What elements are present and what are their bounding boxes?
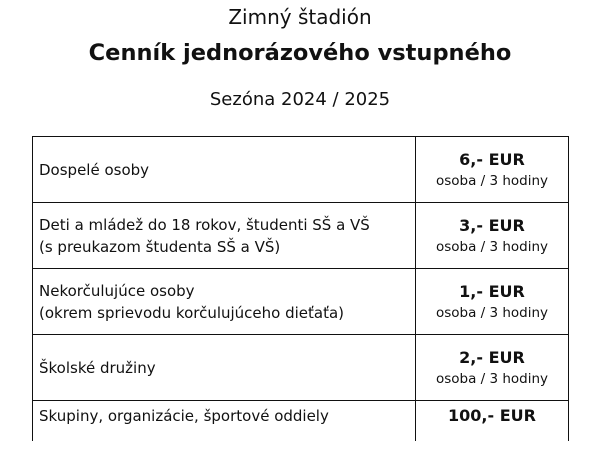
price-row-school-clubs bbox=[33, 335, 568, 401]
category-cell bbox=[33, 401, 416, 441]
category-label: Nekorčulujúce osoby bbox=[39, 281, 195, 300]
price-unit: osoba / 3 hodiny bbox=[435, 304, 549, 321]
price-cell bbox=[416, 335, 568, 400]
price-table bbox=[32, 136, 569, 441]
category-cell bbox=[33, 203, 416, 268]
venue-name: Zimný štadión bbox=[228, 5, 372, 29]
category-note: (s preukazom študenta SŠ a VŠ) bbox=[39, 237, 281, 256]
price-row-groups bbox=[33, 401, 568, 441]
price-unit: osoba / 3 hodiny bbox=[435, 370, 549, 387]
price-cell bbox=[416, 269, 568, 334]
category-label: Deti a mládež do 18 rokov, študenti SŠ a VŠ bbox=[39, 215, 370, 234]
price-row-youth-students bbox=[33, 203, 568, 269]
price-value: 100,- EUR bbox=[448, 406, 536, 425]
price-value: 2,- EUR bbox=[459, 347, 525, 367]
price-value: 1,- EUR bbox=[459, 281, 525, 301]
price-value: 3,- EUR bbox=[459, 215, 525, 235]
price-cell bbox=[416, 137, 568, 202]
season-label: Sezóna 2024 / 2025 bbox=[209, 89, 391, 110]
category-note: (okrem sprievodu korčulujúceho dieťaťa) bbox=[39, 303, 345, 322]
page-title: Cenník jednorázového vstupného bbox=[88, 40, 512, 66]
category-cell bbox=[33, 269, 416, 334]
category-label: Skupiny, organizácie, športové oddiely bbox=[39, 407, 329, 425]
price-row-non-skaters bbox=[33, 269, 568, 335]
price-cell bbox=[416, 203, 568, 268]
price-unit: osoba / 3 hodiny bbox=[435, 238, 549, 255]
price-unit: osoba / 3 hodiny bbox=[435, 172, 549, 189]
price-cell bbox=[416, 401, 568, 441]
category-cell bbox=[33, 137, 416, 202]
category-label: Školské družiny bbox=[39, 358, 156, 377]
category-label: Dospelé osoby bbox=[39, 160, 150, 179]
price-value: 6,- EUR bbox=[459, 149, 525, 169]
price-row-adults bbox=[33, 137, 568, 203]
category-cell bbox=[33, 335, 416, 400]
